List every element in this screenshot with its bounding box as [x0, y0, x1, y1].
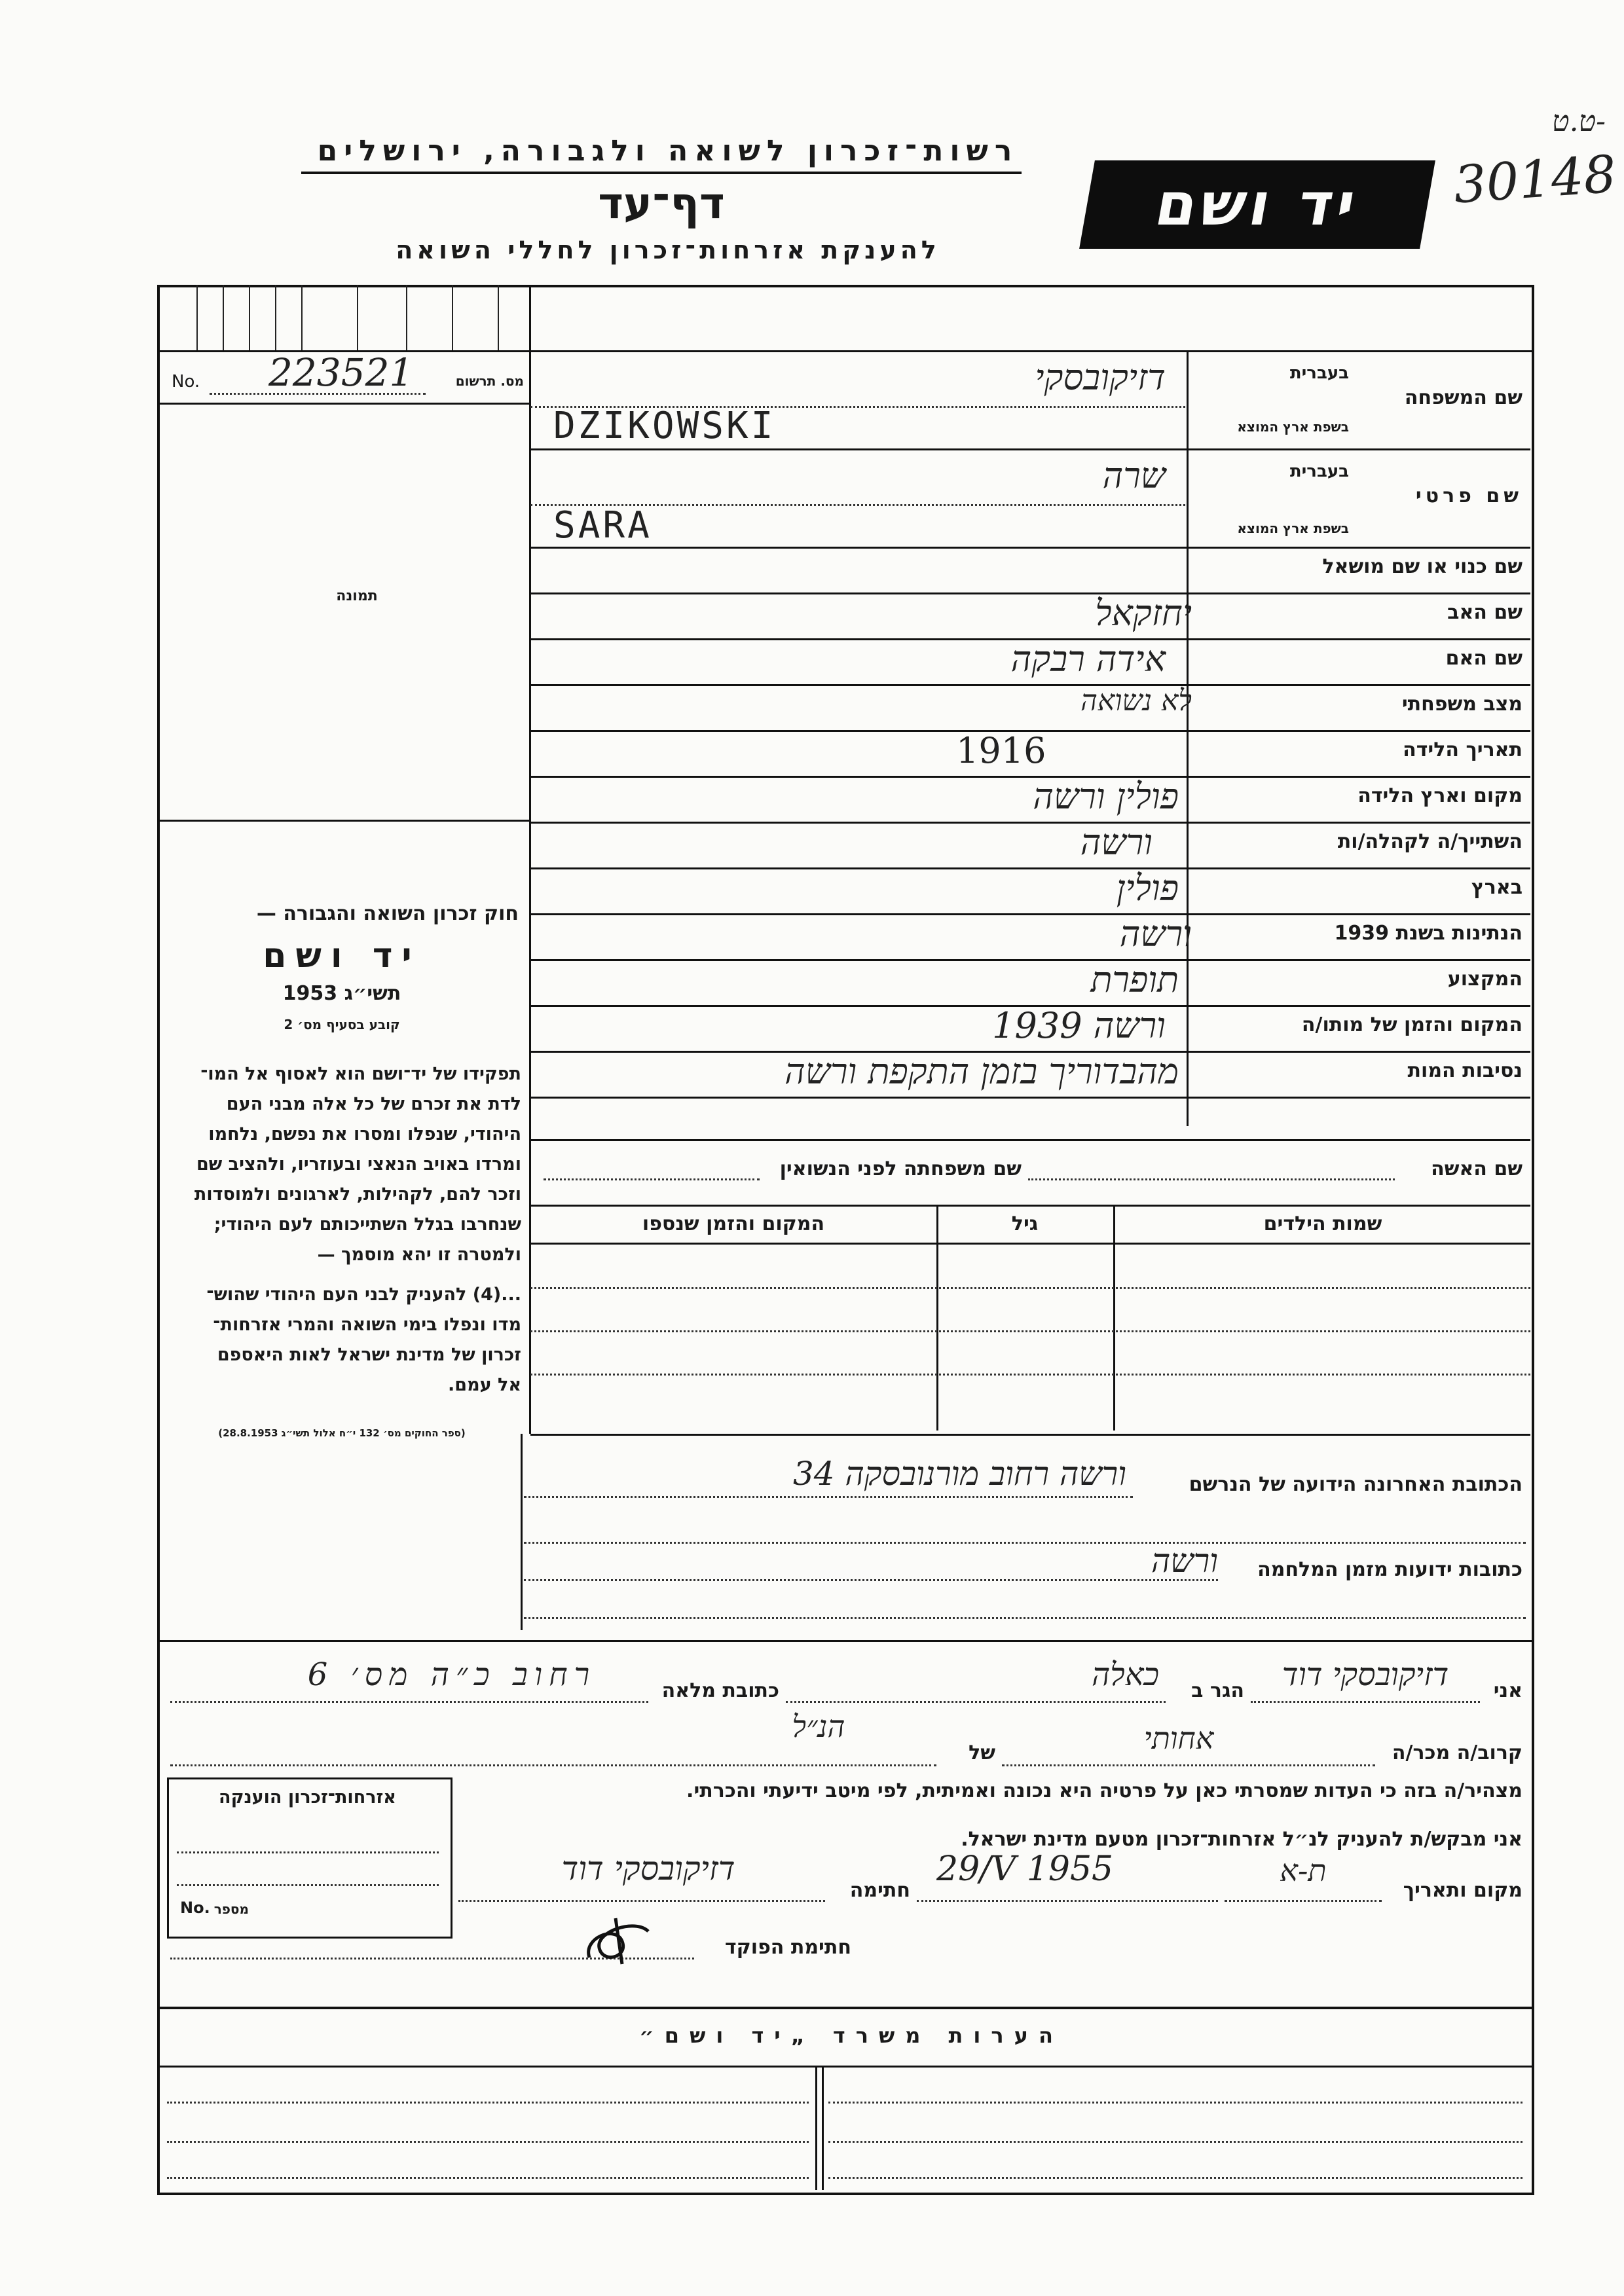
birth-place-label: מקום וארץ הלידה	[1357, 784, 1522, 807]
spouse-maiden-label: שם משפחתה לפני הנשואין	[779, 1157, 1022, 1180]
community-label: השתייך/ה לקהלה/ות	[1337, 830, 1522, 853]
law-line: שנחרבו בגלל השתייכותם לעם היהודי;	[213, 1214, 521, 1235]
law-line: מדו ונפלו בימי השואה והמרי אזרחות־	[213, 1315, 521, 1335]
address-label: כתובת מלאה	[661, 1679, 779, 1702]
law-line: וזכר להם, לקהילות, לארגונים ולמוסדות	[194, 1184, 521, 1205]
relative-label: קרוב/ה מכר/ה	[1392, 1741, 1522, 1764]
spouse-label: שם האשה	[1431, 1157, 1522, 1180]
country-label: בארץ	[1471, 876, 1522, 899]
first-name-sub-hebrew: בעברית	[1289, 462, 1349, 481]
notes-divider	[822, 2066, 824, 2190]
country-value: פולין	[1116, 867, 1179, 909]
law-title: חוק זכרון השואה והגבורה —	[256, 902, 519, 925]
law-text-2	[162, 1280, 521, 1400]
children-age-header: גיל	[1011, 1212, 1039, 1235]
law-line: ומרדו באויב הנאצי ובעוזריו, ולהציב שם	[196, 1154, 521, 1175]
law-line: ...(4) להעניק לבני העם היהודי שהוש־	[206, 1285, 521, 1305]
label-col-divider	[1187, 350, 1189, 1126]
logo-text: יד ושם	[1150, 170, 1365, 239]
citizenship-1939-label: הנתינות בשנת 1939	[1334, 922, 1522, 945]
law-year: תשי״ג 1953	[282, 982, 401, 1005]
resides-label: הגר ב	[1191, 1679, 1244, 1702]
death-place-time-value: ורשה 1939	[992, 1005, 1166, 1046]
children-col-divider	[936, 1205, 938, 1430]
place-date-value: ת-א	[1280, 1853, 1327, 1888]
death-circumstances-label: נסיבות המות	[1407, 1059, 1522, 1082]
war-address-label: כתובות ידועות מזמן המלחמה	[1257, 1558, 1522, 1581]
statement-truth: מצהיר/ה בזה כי העדות שמסרתי כאן על פרטיה היא נכונה ואמיתית, לפי מיטב ידיעתי והכרתי.	[686, 1779, 1522, 1802]
profession-label: המקצוע	[1447, 968, 1522, 991]
law-line: תפקידו של יד־ושם הוא לאסוף אל המו־	[200, 1064, 521, 1084]
corner-number: 30148	[1452, 145, 1618, 215]
law-clause: קובע בסעיף מס׳ 2	[284, 1017, 400, 1032]
war-address-value: ורשה	[1151, 1542, 1218, 1580]
org-line: רשות־זכרון לשואה ולגבורה, ירושלים	[317, 134, 1019, 168]
declarant-label: אני	[1493, 1679, 1522, 1702]
office-notes-title: הערות משרד „יד ושם״	[639, 2023, 1063, 2048]
form-title: דף־עד	[598, 178, 725, 228]
of-value: הנ״ל	[792, 1709, 845, 1744]
law-line: לדת את זכרם של כל אלה מבני העם	[226, 1094, 521, 1114]
community-value: ורשה	[1080, 822, 1153, 863]
family-name-origin-value: DZIKOWSKI	[553, 405, 776, 447]
nickname-label: שם כנוי או שם מושאל	[1322, 555, 1522, 578]
signature-value: דזיקובסקי דוד	[561, 1850, 735, 1887]
citizenship-box-number-label: מספר	[213, 1901, 249, 1917]
last-address-value: ורשה רחוב מורנובסקה 34	[792, 1455, 1126, 1493]
photo-label: תמונה	[336, 588, 378, 604]
relative-value: אחותי	[1143, 1721, 1214, 1756]
first-name-label: שם פרטי	[1415, 484, 1522, 507]
mother-name-label: שם האם	[1445, 647, 1522, 670]
registration-number: 223521	[268, 350, 414, 395]
address-value: רחוב כ״ה מס׳ 6	[307, 1656, 597, 1693]
registration-no-label: No.	[172, 372, 200, 392]
law-text	[162, 1059, 521, 1270]
place-date-label: מקום ותאריך	[1403, 1879, 1522, 1902]
family-name-sub-hebrew: בעברית	[1289, 363, 1349, 383]
yad-vashem-logo	[1079, 160, 1435, 249]
marital-status-label: מצב משפחתי	[1401, 693, 1522, 716]
first-name-origin-value: SARA	[553, 504, 652, 547]
father-name-label: שם האב	[1447, 601, 1522, 624]
registration-label: מס. תרשום	[455, 373, 524, 389]
law-line: היהודי, שנפלו ומסרו את נפשם, נלחמו	[208, 1124, 521, 1144]
family-name-label: שם המשפחה	[1404, 386, 1522, 409]
notes-divider	[815, 2066, 817, 2190]
signature-label: חתימה	[849, 1879, 910, 1902]
officer-signature-mark	[576, 1912, 668, 1971]
birth-place-value: פולין ורשה	[1033, 776, 1179, 817]
family-name-sub-origin: בשפת ארץ המוצא	[1237, 419, 1349, 435]
first-name-sub-origin: בשפת ארץ המוצא	[1237, 520, 1349, 536]
law-source: (ספר החוקים מס׳ 132 י״ח אלול תשי״ג 28.8.1953)	[218, 1427, 466, 1439]
children-names-header: שמות הילדים	[1263, 1212, 1382, 1235]
first-name-hebrew-value: שרה	[1102, 455, 1166, 496]
children-col-divider	[1113, 1205, 1115, 1430]
law-line: אל עמם.	[448, 1375, 521, 1395]
law-line: זכרון של מדינת ישראל לאות היאספם	[217, 1345, 521, 1365]
last-address-label: הכתובת האחרונה הידועה של הנרשם	[1189, 1473, 1522, 1496]
marital-status-value: לא נשואה	[1080, 684, 1192, 718]
address-left-divider	[521, 1434, 523, 1630]
citizenship-1939-value: ורשה	[1119, 913, 1192, 955]
resides-value: כאלה	[1092, 1656, 1159, 1693]
citizenship-box-title: אזרחות־זכרון הוענקה	[219, 1787, 396, 1808]
org-underline	[301, 172, 1022, 174]
birth-date-label: תאריך הלידה	[1403, 738, 1522, 761]
father-name-value: יחזקאל	[1095, 592, 1192, 634]
death-circumstances-value: מהבדוריך בזמן התקפת ורשה	[784, 1051, 1179, 1092]
corner-code: ט.ט-	[1552, 105, 1606, 138]
form-subtitle: להענקת אזרחות־זכרון לחללי השואה	[396, 236, 940, 264]
declarant-value: דזיקובסקי דוד	[1282, 1656, 1449, 1693]
officer-signature-label: חתימת הפוקד	[725, 1936, 851, 1959]
law-line: ולמטרה זו יהא מוסמך —	[317, 1245, 521, 1265]
profession-value: תופרת	[1090, 959, 1179, 1000]
death-place-time-label: המקום והזמן של מותו/ה	[1301, 1013, 1522, 1036]
mother-name-value: אידה רבקה	[1010, 638, 1166, 680]
birth-date-value: 1916	[956, 730, 1046, 771]
children-place-header: המקום והזמן שנספו	[642, 1212, 825, 1235]
date-value: 29/V 1955	[936, 1850, 1114, 1889]
of-label: של	[969, 1741, 995, 1764]
statement-request: אני מבקש/ת להעניק לנ״ל אזרחות־זכרון מטעם מדינת ישראל.	[961, 1828, 1522, 1851]
law-name: יד ושם	[263, 936, 421, 975]
left-col-divider	[529, 285, 531, 1434]
family-name-hebrew-value: דזיקובסקי	[1035, 357, 1166, 398]
citizenship-box-no-label: No.	[180, 1899, 210, 1917]
